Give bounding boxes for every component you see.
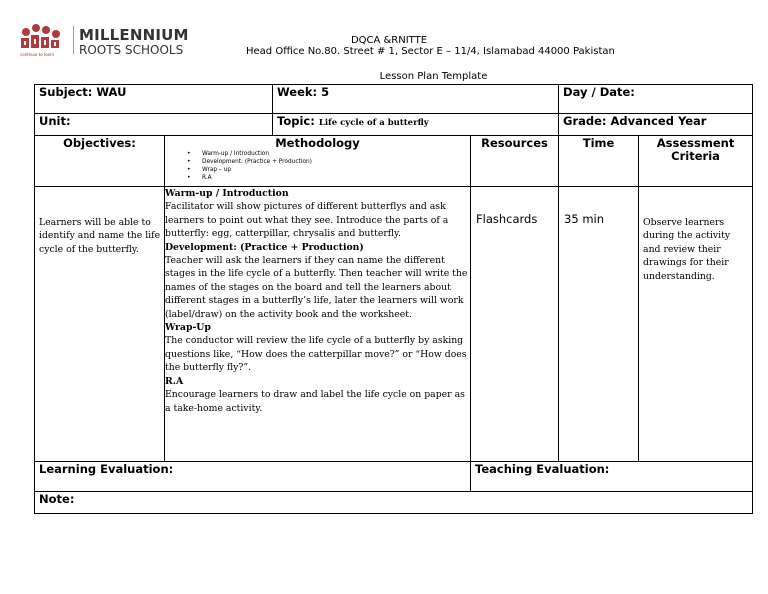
outline-item: • R.A [202, 174, 470, 182]
row-content [35, 187, 753, 462]
header-org-text: DQCA &RNITTE [350, 35, 428, 46]
assessment-text: Observe learners during the activity and review their drawings for their understanding. [639, 187, 753, 462]
time-text: 35 min [559, 187, 639, 462]
section-heading: R.A [165, 375, 184, 387]
section-heading: Development: (Practice + Production) [165, 241, 364, 253]
unit-cell: Unit: [35, 114, 273, 136]
logo-tagline: continue to learn [20, 52, 55, 57]
header-org [0, 35, 768, 46]
section-heading: Wrap-Up [165, 322, 211, 334]
logo-subtitle: ROOTS SCHOOLS [79, 43, 184, 57]
methodology-heading-cell [165, 136, 471, 187]
subject-cell: Subject: WAU [35, 85, 273, 114]
objectives-text: Learners will be able to identify and name the life cycle of the butterfly. [35, 187, 165, 462]
topic-value: Life cycle of a butterfly [318, 118, 429, 128]
methodology-body [165, 187, 471, 462]
section-text: Teacher will ask the learners if they can name the different stages in the life cycle of a butterfly. Then teacher will write the names of the stages on the board and tell the learners about different stages in a butterfly’s life, later the learners will work (label/draw) on the activity book and the worksheet. [165, 255, 468, 320]
time-heading: Time [559, 136, 639, 187]
lesson-plan-table [34, 84, 753, 514]
grade-cell: Grade: Advanced Year [559, 114, 753, 136]
learning-evaluation: Learning Evaluation: [35, 462, 471, 492]
outline-item: • Warm-up / Introduction [202, 150, 470, 158]
methodology-outline [165, 150, 470, 182]
row-headings [35, 136, 753, 187]
row-note [35, 492, 753, 514]
header-address: Head Office No.80. Street # 1, Sector E – 11/4, Islamabad 44000 Pakistan [246, 46, 615, 57]
note-cell: Note: [35, 492, 753, 514]
section-text: Facilitator will show pictures of different butterflys and ask learners to point out what they see. Introduce the parts of a butterfly: egg, catterpillar, chrysalis and butterfly. [165, 201, 449, 240]
logo-name: MILLENNIUM [79, 26, 189, 44]
section-heading: Warm-up / Introduction [165, 188, 289, 199]
outline-item: • Wrap – up [202, 166, 470, 174]
section-text: The conductor will review the life cycle of a butterfly by asking questions like, “How does the catterpillar move?” or “How does the butterfly fly?”. [165, 335, 467, 374]
outline-item: • Development: (Practice + Production) [202, 158, 470, 166]
day-date-cell: Day / Date: [559, 85, 753, 114]
section-text: Encourage learners to draw and label the life cycle on paper as a take-home activity. [165, 389, 465, 414]
teaching-evaluation: Teaching Evaluation: [471, 462, 753, 492]
methodology-heading: Methodology [275, 136, 360, 150]
assessment-heading: Assessment Criteria [639, 136, 753, 187]
topic-cell [273, 114, 559, 136]
topic-label: Topic: [277, 114, 315, 128]
row-subject [35, 85, 753, 114]
week-cell: Week: 5 [273, 85, 559, 114]
template-title [0, 71, 768, 82]
row-evaluation [35, 462, 753, 492]
template-title-text: Lesson Plan Template [379, 71, 488, 82]
row-unit [35, 114, 753, 136]
resources-text: Flashcards [471, 187, 559, 462]
objectives-heading: Objectives: [35, 136, 165, 187]
resources-heading: Resources [471, 136, 559, 187]
